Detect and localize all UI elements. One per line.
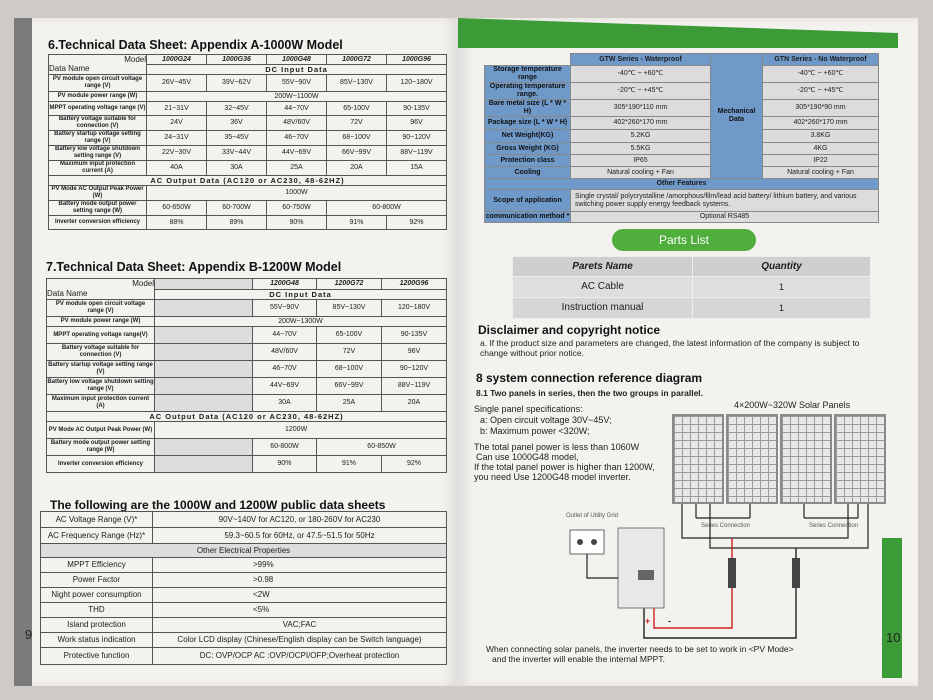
s7-ac2-c1: 91%: [317, 456, 382, 473]
s7-r6-c1: 25A: [317, 395, 382, 412]
power-note-1: The total panel power is less than 1060W: [474, 442, 640, 452]
parts-r1-name: Instruction manual: [513, 298, 693, 319]
s6-r3-label: Battery voltage suitable for connection (V): [49, 116, 147, 131]
s7-title: 7.Technical Data Sheet: Appendix B-1200W Model: [46, 260, 342, 274]
s7-blank-cell: [155, 344, 253, 361]
s7-r5-label: Battery low voltage shutdown setting range (V): [47, 378, 155, 395]
outlet-label: Outlet of Utility Grid: [566, 513, 619, 519]
parts-list-title: Parts List: [612, 229, 756, 251]
connector-right: [792, 558, 800, 588]
pub-acv-val: 90V~140V for AC120, or 180-260V for AC230: [153, 512, 447, 528]
s7-ac1-c1: 60-850W: [317, 439, 447, 456]
s7-blank-cell: [155, 327, 253, 344]
mech-scope-label: Scope of application: [485, 190, 571, 212]
s6-ac2-c3: 91%: [327, 216, 387, 230]
pub-acf-label: AC Frequency Range (Hz)*: [41, 528, 153, 544]
note-1: When connecting solar panels, the inverter needs to be set to work in <PV Mode>: [486, 644, 794, 654]
s6-model-1: 1000G36: [207, 55, 267, 65]
parts-r0-name: AC Cable: [513, 277, 693, 298]
s6-r2-c1: 32~45V: [207, 102, 267, 116]
pub-r2-label: Night power consumption: [41, 588, 153, 603]
s7-r2-c2: 90-135V: [382, 327, 447, 344]
s6-r5-c2: 44V~69V: [267, 146, 327, 161]
pub-r4-val: VAC;FAC: [153, 618, 447, 633]
pub-r0-label: MPPT Efficiency: [41, 558, 153, 573]
s7-r4-c2: 90~120V: [382, 361, 447, 378]
pub-r1-label: Power Factor: [41, 573, 153, 588]
s7-ac0-label: PV Mode AC Output Peak Power (W): [47, 422, 155, 439]
s7-table: [46, 278, 447, 473]
s6-r5-c0: 22V~30V: [147, 146, 207, 161]
s7-ac2-c0: 90%: [253, 456, 317, 473]
s7-r2-c0: 44~70V: [253, 327, 317, 344]
s6-r0-c4: 120~180V: [387, 75, 447, 92]
s7-r6-label: Maximum input protection current (A): [47, 395, 155, 412]
mech-r5-b: 4KG: [763, 143, 879, 155]
s6-r4-c0: 24~31V: [147, 131, 207, 146]
s6-r6-c3: 20A: [327, 161, 387, 176]
s7-r5-c0: 44V~69V: [253, 378, 317, 395]
s6-r2-c2: 44~70V: [267, 102, 327, 116]
mech-r1-a: -20℃ ~ +45℃: [571, 83, 711, 100]
s6-r6-c1: 30A: [207, 161, 267, 176]
s6-r1-label: PV module power range (W): [49, 92, 147, 102]
s6-r0-c3: 85V~130V: [327, 75, 387, 92]
mech-r3-label: Package size (L * W * H): [485, 117, 571, 130]
connector-left: [728, 558, 736, 588]
s6-title: 6.Technical Data Sheet: Appendix A-1000W Model: [48, 38, 343, 52]
s6-r0-c1: 39V~62V: [207, 75, 267, 92]
pub-r4-label: Island protection: [41, 618, 153, 633]
s7-data-name: Data Name: [47, 290, 155, 300]
s7-r1-label: PV module power range (W): [47, 317, 155, 327]
s6-r6-c2: 25A: [267, 161, 327, 176]
disclaimer-text: a. If the product size and parameters are changed, the latest information of the company is subject to change without prior notice.: [480, 338, 860, 358]
s6-r2-c4: 90-135V: [387, 102, 447, 116]
s6-r6-c0: 40A: [147, 161, 207, 176]
mech-r3-b: 402*260*170 mm: [763, 117, 879, 130]
mech-comm-label: communication method *: [485, 212, 571, 223]
mech-col1: GTW Series - Waterproof: [571, 54, 711, 66]
s7-r3-c2: 96V: [382, 344, 447, 361]
s7-ac0-span: 1200W: [155, 422, 447, 439]
s6-r3-c2: 48V/60V: [267, 116, 327, 131]
s6-ac2-c4: 92%: [387, 216, 447, 230]
series-label-2: Series Connection: [809, 523, 859, 529]
s7-ac2-label: Inverter conversion efficiency: [47, 456, 155, 473]
pub-r5-label: Work status indication: [41, 633, 153, 648]
parts-h2: Quantity: [693, 257, 871, 277]
mech-col2: GTN Series - No Waterproof: [763, 54, 879, 66]
wiring-diagram: [458, 18, 918, 686]
s6-model-4: 1000G96: [387, 55, 447, 65]
s6-r0-label: PV module open circuit voltage range (V): [49, 75, 147, 92]
mech-r6-label: Protection class: [485, 155, 571, 167]
s6-ac0-span: 1000W: [147, 186, 447, 201]
parts-r1-qty: 1: [693, 298, 871, 319]
pub-r1-val: >0.98: [153, 573, 447, 588]
spec3: b: Maximum power <320W;: [480, 426, 590, 436]
s7-model-label: Model: [47, 279, 155, 290]
mech-scope-val: Single crystal/ polycrystalline /amorphous/film/lead acid battery/ lithium battery, and various switching power supply energy feedback systems.: [571, 190, 879, 212]
s6-model-2: 1000G48: [267, 55, 327, 65]
series-label-1: Series Connection: [701, 523, 751, 529]
s6-ac1-label: Battery mode output power setting range (W): [49, 201, 147, 216]
s7-r6-c0: 30A: [253, 395, 317, 412]
mech-r4-a: 5.2KG: [571, 130, 711, 143]
pub-acf-val: 59.3~60.5 for 60Hz, or 47.5~51.5 for 50Hz: [153, 528, 447, 544]
s7-r4-c0: 46~70V: [253, 361, 317, 378]
mech-data-label: Mechanical Data: [711, 54, 763, 179]
s7-r2-label: MPPT operating voltage range(V): [47, 327, 155, 344]
s6-r4-c2: 46~70V: [267, 131, 327, 146]
s7-r1-span: 200W~1300W: [155, 317, 447, 327]
pub-r0-val: >99%: [153, 558, 447, 573]
s6-r3-c1: 36V: [207, 116, 267, 131]
s6-r0-c2: 55V~90V: [267, 75, 327, 92]
mech-r4-label: Net Weight(KG): [485, 130, 571, 143]
pub-r5-val: Color LCD display (Chinese/English display can be Switch language): [153, 633, 447, 648]
pub-table: [40, 511, 447, 665]
s6-dc-input: DC Input Data: [147, 65, 447, 75]
s6-model-3: 1000G72: [327, 55, 387, 65]
s7-blank-cell: [155, 361, 253, 378]
mech-r0-b: -40℃ ~ +60℃: [763, 66, 879, 83]
pub-title: The following are the 1000W and 1200W public data sheets: [50, 498, 386, 512]
left-page-number: 9: [25, 627, 33, 642]
pub-r6-val: DC: OVP/OCP AC :OVP/OCPI/OFP;Overheat protection: [153, 648, 447, 665]
s7-model-1: 1200G72: [317, 279, 382, 290]
mech-r0-label: Storage temperature range: [485, 66, 571, 83]
s6-ac1-c1: 60-700W: [207, 201, 267, 216]
mech-r2-b: 305*190*90 mm: [763, 100, 879, 117]
pub-r3-val: <5%: [153, 603, 447, 618]
s7-r3-c0: 48V/60V: [253, 344, 317, 361]
mech-comm-val: Optional RS485: [571, 212, 879, 223]
mech-r5-a: 5.5KG: [571, 143, 711, 155]
mech-r3-a: 402*260*170 mm: [571, 117, 711, 130]
mech-r5-label: Gross Weight (KG): [485, 143, 571, 155]
s7-r0-c2: 120~180V: [382, 300, 447, 317]
s7-blank-cell: [155, 378, 253, 395]
s7-model-0: 1200G48: [253, 279, 317, 290]
s7-ac1-label: Battery mode output power setting range (W): [47, 439, 155, 456]
s6-r5-c1: 33V~44V: [207, 146, 267, 161]
s7-ac-output: AC Output Data (AC120 or AC230, 48-62HZ): [47, 412, 447, 422]
s6-ac2-c0: 88%: [147, 216, 207, 230]
sys-sub: 8.1 Two panels in series, then the two groups in parallel.: [476, 388, 704, 398]
s7-r0-c1: 85V~130V: [317, 300, 382, 317]
plus-sign: +: [645, 616, 651, 626]
s7-r5-c2: 88V~119V: [382, 378, 447, 395]
mech-r2-a: 305*190*110 mm: [571, 100, 711, 117]
mech-r7-a: Natural cooling + Fan: [571, 167, 711, 179]
s6-ac1-c2: 60-750W: [267, 201, 327, 216]
s7-r6-c2: 20A: [382, 395, 447, 412]
s7-ac1-c0: 60-800W: [253, 439, 317, 456]
minus-sign: -: [668, 616, 671, 626]
s7-blank-cell: [155, 395, 253, 412]
pub-r6-label: Protective function: [41, 648, 153, 665]
s7-r3-c1: 72V: [317, 344, 382, 361]
s7-r4-label: Battery startup voltage setting range (V): [47, 361, 155, 378]
s7-r0-label: PV module open circuit voltage range (V): [47, 300, 155, 317]
s6-r2-c3: 65-100V: [327, 102, 387, 116]
grid-outlet: [570, 530, 604, 554]
s7-blank-cell: [155, 300, 253, 317]
mech-r1-b: -20℃ ~ +45℃: [763, 83, 879, 100]
note-2: and the inverter will enable the internal MPPT.: [492, 654, 665, 664]
mech-other-features: Other Features: [485, 179, 879, 190]
s6-r5-c4: 88V~119V: [387, 146, 447, 161]
left-page: [14, 18, 458, 686]
mech-r7-b: Natural cooling + Fan: [763, 167, 879, 179]
s6-r1-span: 200W~1100W: [147, 92, 447, 102]
s6-r2-label: MPPT operating voltage range (V): [49, 102, 147, 116]
parts-r0-qty: 1: [693, 277, 871, 298]
inverter-lcd: [638, 570, 654, 580]
inverter-body: [618, 528, 664, 608]
spec1: Single panel specifications:: [474, 404, 583, 414]
s7-blank-cell: [155, 279, 253, 290]
page-edge-bar: [14, 18, 32, 686]
s6-r4-c3: 68~100V: [327, 131, 387, 146]
s6-r3-c0: 24V: [147, 116, 207, 131]
s7-blank-cell: [155, 439, 253, 456]
sys-title: 8 system connection reference diagram: [476, 371, 703, 385]
parts-h1: Parets Name: [513, 257, 693, 277]
power-note-2: Can use 1000G48 model,: [476, 452, 579, 462]
s6-ac2-c1: 89%: [207, 216, 267, 230]
s6-table: [48, 54, 447, 230]
s7-r0-c0: 55V~90V: [253, 300, 317, 317]
s6-r2-c0: 21~31V: [147, 102, 207, 116]
right-page: [458, 18, 918, 686]
s6-r4-c1: 35~45V: [207, 131, 267, 146]
s6-ac2-label: Inverter conversion efficiency: [49, 216, 147, 230]
s6-r4-c4: 90~120V: [387, 131, 447, 146]
s6-r4-label: Battery startup voltage setting range (V): [49, 131, 147, 146]
s6-ac0-label: PV Mode AC Output Peak Power (W): [49, 186, 147, 201]
panels-label: 4×200W~320W Solar Panels: [734, 400, 851, 410]
mech-r6-a: IP65: [571, 155, 711, 167]
s6-ac2-c2: 90%: [267, 216, 327, 230]
s6-r5-c3: 66V~99V: [327, 146, 387, 161]
s7-r4-c1: 68~100V: [317, 361, 382, 378]
pub-r2-val: <2W: [153, 588, 447, 603]
mech-r4-b: 3.8KG: [763, 130, 879, 143]
power-note-3: If the total panel power is higher than 1200W,: [474, 462, 655, 472]
s7-r2-c1: 65-100V: [317, 327, 382, 344]
mech-r6-b: IP22: [763, 155, 879, 167]
mech-r7-label: Cooling: [485, 167, 571, 179]
s6-model-0: 1000G24: [147, 55, 207, 65]
power-note-4: you need Use 1200G48 model inverter.: [474, 472, 631, 482]
s7-blank-cell: [155, 456, 253, 473]
right-page-number: 10: [886, 630, 901, 645]
s7-r5-c1: 66V~99V: [317, 378, 382, 395]
s6-data-name: Data Name: [49, 65, 147, 75]
s6-r6-c4: 15A: [387, 161, 447, 176]
s6-r0-c0: 26V~45V: [147, 75, 207, 92]
spec2: a: Open circuit voltage 30V~45V;: [480, 415, 612, 425]
s6-model-label: Model: [49, 55, 147, 65]
disclaimer-title: Disclaimer and copyright notice: [478, 323, 661, 337]
pub-acv-label: AC Voltage Range (V)*: [41, 512, 153, 528]
s6-r3-c4: 96V: [387, 116, 447, 131]
s7-model-2: 1200G96: [382, 279, 447, 290]
pub-other: Other Electrical Properties: [41, 544, 447, 558]
mech-r0-a: -40℃ ~ +60℃: [571, 66, 711, 83]
s6-r3-c3: 72V: [327, 116, 387, 131]
pub-r3-label: THD: [41, 603, 153, 618]
s6-ac1-c0: 60-650W: [147, 201, 207, 216]
mech-r2-label: Bare metal size (L * W * H): [485, 100, 571, 117]
s7-r3-label: Battery voltage suitable for connection (V): [47, 344, 155, 361]
mech-r1-label: Operating temperature range.: [485, 83, 571, 100]
s6-ac1-c3: 60-800W: [327, 201, 447, 216]
s7-dc-input: DC Input Data: [155, 290, 447, 300]
s6-r6-label: Maximum input protection current (A): [49, 161, 147, 176]
s6-ac-output: AC Output Data (AC120 or AC230, 48-62HZ): [49, 176, 447, 186]
s7-ac2-c2: 92%: [382, 456, 447, 473]
s6-r5-label: Battery low voltage shutdown setting range (V): [49, 146, 147, 161]
